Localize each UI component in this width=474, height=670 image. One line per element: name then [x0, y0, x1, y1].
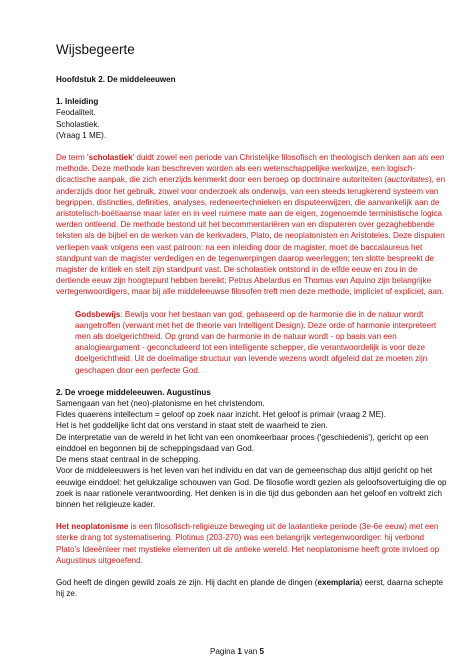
page-content — [56, 42, 448, 599]
s2-line-5: De mens staat centraal in de schepping. — [56, 455, 201, 465]
s2-line-1: Samengaan van het (neo)-platonisme en het christendom. — [56, 399, 265, 409]
s2-line-2: Fides quaerens intellectum = geloof op zoek naar inzicht. Het geloof is primair (vraag 2 ME). — [56, 410, 386, 420]
neoplatonisme-paragraph: Het neoplatonisme is een filosofisch-religieuze beweging uit de laatantieke periode (3e-6e eeuw) met een sterke drang tot systematisering. Plotinus (203-270) was een belangrijk vertegenwoordiger: hij verbond Plato's Ideeënleer met mystieke elementen uit de antieke wereld. Het neoplatonisme heeft grote invloed op Augustinus uitgeoefend. — [56, 522, 440, 565]
scholastiek-paragraph: De term 'scholastiek' duidt zowel een periode van Christelijke filosofisch en theologisch denken aan als een methode. Deze methode kan beschreven worden als een wetenschappelijke werkwijze, een logisch-dicactische aanpak, die zich enerzijds kenmerkt door een beroep op doctrinaire autoriteiten (auctoritates), en anderzijds door het gebruik, zowel voor onderzoek als onderwijs, van een steeds terugkerend systeem van begrippen, distincties, definities, analyses, redeneertechnieken en disputeerwijzen, die aanvankelijk aan de aristotelisch-boëtiaanse maar later en in veel ruimere mate aan de eigen, zogenoemde terministische logica werden ontleend. De methode bestond uit het becommentariëren van en disputeren over gezaghebbende teksten als de bijbel en de werken van de kerkvaders, Plato, de neoplatonisten en Aristoteles. Deze disputen verliepen vaak volgens een vast patroon: na een inleiding door de magister, moet de baccalaureus het standpunt van de magister verdedigen en de tegenwerpingen daarop weerleggen; ten slotte bespreekt de magister de kritiek en stelt zijn standpunt vast. De scholastiek ontstond in de elfde eeuw en zou in de dertiende eeuw zijn hoogtepunt hebben bereikt; Petrus Abelardus en Thomas van Aquino zijn belangrijke vertegenwoordigers, maar bij alle middeleeuwse filosofen treft men deze methode, impliciet of expliciet, aan. — [56, 153, 446, 297]
inleiding-line-3: (Vraag 1 ME). — [56, 130, 107, 140]
chapter-heading: Hoofdstuk 2. De middeleeuwen — [56, 75, 176, 84]
s2-paragraph: Voor de middeleeuwers is het leven van het individu en dat van de gemeenschap dus altijd gericht op het eeuwige einddoel: het gelukzalige schouwen van God. De filosofie wordt gezien als geloofsovertuiging die op zoek is naar rationele verantwoording. Het denken is in die tijd dus gebonden aan het geloof en voltrekt zich binnen het religieuze kader. — [56, 466, 447, 509]
inleiding-line-1: Feodaliteit. — [56, 108, 96, 118]
godsbewijs-paragraph: Godsbewijs: Bewijs voor het bestaan van god, gebaseerd op de harmonie die in de natuur wordt aangetroffen (verwant met het de theorie van Intelligent Design). Deze orde of harmonie interpreteert men als doelgerichtheid. Op grond van de harmonie in de natuur wordt - op basis van een analogieargument - geconcludeerd tot een intelligente schepper, die verantwoordelijk is voor deze doelgerichtheid. Uit de doelmatige structuur van levende wezens wordt afgeleid dat ze moeten zijn geschapen door een perfecte God. — [75, 309, 437, 375]
s2-line-3: Het is het goddelijke licht dat ons verstand in staat stelt de waarheid te zien. — [56, 421, 328, 431]
section-heading-inleiding: 1. Inleiding — [56, 97, 99, 107]
page-footer: Pagina 1 van 5 — [209, 647, 265, 656]
exemplaria-paragraph: God heeft de dingen gewild zoals ze zijn. Hij dacht en plande de dingen (exemplaria) eerst, daarna schepte hij ze. — [56, 577, 443, 599]
document-title: Wijsbegeerte — [56, 42, 135, 57]
s2-line-4: De interpretatie van de wereld in het licht van een onomkeerbaar proces ('geschiedenis'), gericht op een einddoel en begonnen bij de scheppingsdaad van God. — [56, 432, 429, 453]
inleiding-line-2: Scholastiek. — [56, 119, 100, 129]
section-heading-vroege-middeleeuwen: 2. De vroege middeleeuwen. Augustinus — [56, 387, 211, 397]
